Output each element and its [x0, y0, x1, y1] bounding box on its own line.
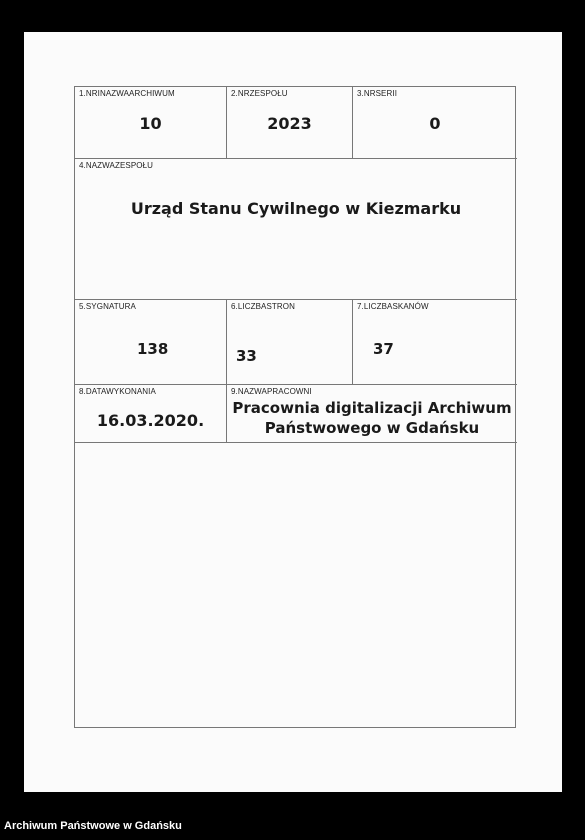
page-count-value: 33: [236, 347, 257, 365]
signature-value: 138: [137, 340, 169, 358]
archive-number-value: 10: [139, 114, 162, 133]
scan-count-label: 7.LICZBASKANÓW: [357, 302, 429, 311]
fonds-number-value: 2023: [267, 114, 312, 133]
document-page: [24, 32, 562, 792]
workshop-value-line1: Pracownia digitalizacji Archiwum: [232, 399, 512, 417]
page-count-label: 6.LICZBASTRON: [231, 302, 295, 311]
fonds-number-cell: [227, 87, 353, 159]
scan-count-cell: [353, 300, 517, 385]
workshop-cell: [227, 385, 517, 443]
signature-label: 5.SYGNATURA: [79, 302, 136, 311]
footer-caption: Archiwum Państwowe w Gdańsku: [4, 820, 182, 832]
series-number-label: 3.NRSERII: [357, 89, 398, 98]
date-cell: [75, 385, 227, 443]
series-number-cell: [353, 87, 517, 159]
workshop-label: 9.NAZWAPRACOWNI: [231, 387, 312, 396]
date-label: 8.DATAWYKONANIA: [79, 387, 156, 396]
scan-count-value: 37: [373, 340, 394, 358]
fonds-name-label: 4.NAZWAZESPOŁU: [79, 161, 154, 170]
archive-number-label: 1.NRINAZWAARCHIWUM: [79, 89, 175, 98]
page-count-cell: [227, 300, 353, 385]
archive-number-cell: [75, 87, 227, 159]
fonds-name-value: Urząd Stanu Cywilnego w Kiezmarku: [130, 199, 462, 218]
series-number-value: 0: [429, 114, 441, 133]
fonds-number-label: 2.NRZESPOŁU: [231, 89, 288, 98]
date-value: 16.03.2020.: [96, 411, 205, 430]
workshop-value-line2: Państwowego w Gdańsku: [264, 419, 480, 437]
signature-cell: [75, 300, 227, 385]
fonds-name-cell: [75, 159, 517, 300]
metadata-form: [74, 86, 516, 728]
